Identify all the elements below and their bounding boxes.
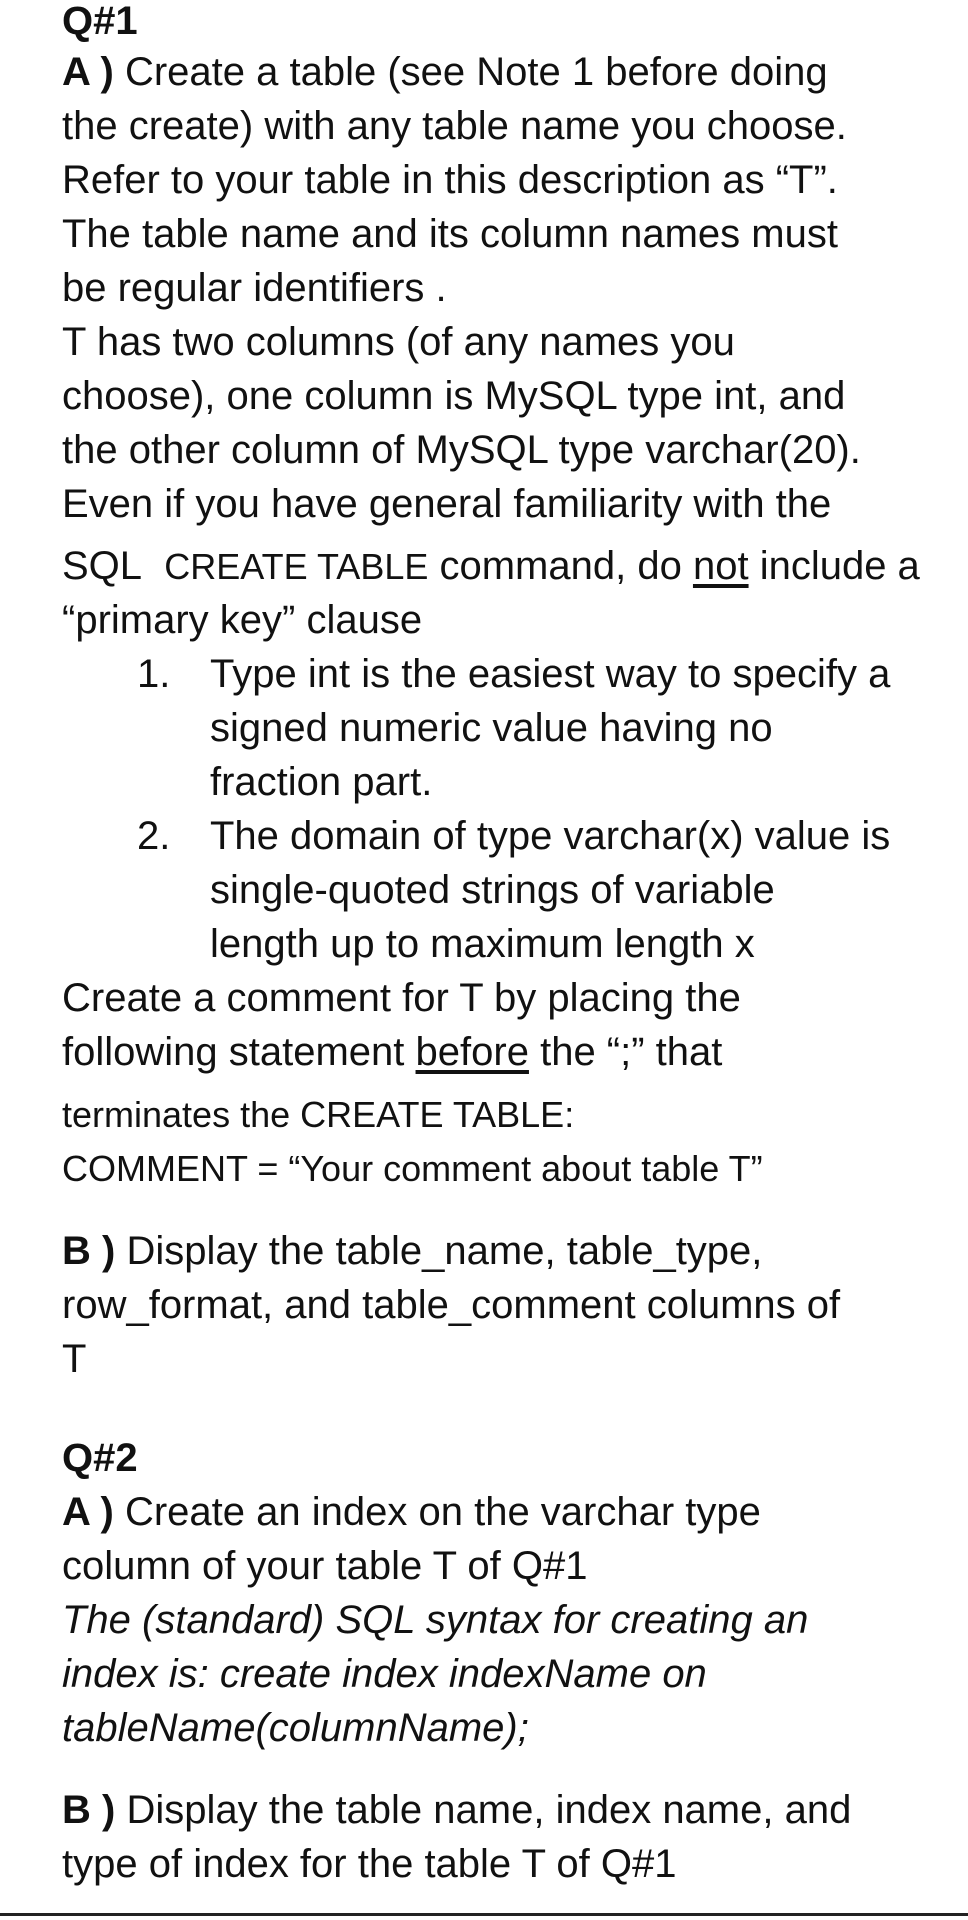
q2-a-line-1 bbox=[62, 1485, 761, 1539]
comment-line-2 bbox=[62, 1025, 722, 1079]
q1-b-line-3: T bbox=[62, 1337, 87, 1381]
comment-line-2-post: the “;” that bbox=[540, 1030, 723, 1074]
q1-b-line-1 bbox=[62, 1224, 762, 1278]
comment-line-3: terminates the CREATE TABLE: bbox=[62, 1094, 575, 1135]
before-word: before bbox=[415, 1030, 529, 1074]
note-1-line-2: signed numeric value having no bbox=[210, 706, 773, 750]
command-word: command, do bbox=[439, 544, 682, 588]
q1-b-line-2: row_format, and table_comment columns of bbox=[62, 1283, 841, 1327]
q2-b-line-2: type of index for the table T of Q#1 bbox=[62, 1842, 677, 1886]
q2-b-line-1 bbox=[62, 1783, 851, 1837]
q2-b-text-1: Display the table name, index name, and bbox=[126, 1788, 852, 1832]
q1-a-line-8: the other column of MySQL type varchar(20). bbox=[62, 428, 861, 472]
comment-line-4: COMMENT = “Your comment about table T” bbox=[62, 1148, 763, 1189]
note-1-number: 1. bbox=[137, 652, 171, 696]
comment-line-1: Create a comment for T by placing the bbox=[62, 976, 741, 1020]
note-1-line-3: fraction part. bbox=[210, 760, 433, 804]
q1-a-line-1 bbox=[62, 45, 828, 99]
q2-a-line-2: column of your table T of Q#1 bbox=[62, 1544, 588, 1588]
note-2-line-2: single-quoted strings of variable bbox=[210, 868, 775, 912]
q2-heading: Q#2 bbox=[62, 1436, 138, 1480]
create-table-word: CREATE TABLE bbox=[164, 546, 429, 587]
q2-a-label: A ) bbox=[62, 1490, 114, 1534]
q1-a-label: A ) bbox=[62, 50, 114, 94]
q1-a-line-5: be regular identifiers . bbox=[62, 266, 447, 310]
q1-a-line-3: Refer to your table in this description as “T”. bbox=[62, 158, 838, 202]
note-2-line-3: length up to maximum length x bbox=[210, 922, 755, 966]
not-word: not bbox=[692, 544, 749, 588]
q1-heading: Q#1 bbox=[62, 0, 138, 43]
q1-a-sql-line bbox=[62, 539, 920, 594]
q2-a-syntax-line-1: The (standard) SQL syntax for creating an bbox=[62, 1598, 809, 1642]
note-2-number: 2. bbox=[137, 814, 171, 858]
note-2-line-1: The domain of type varchar(x) value is bbox=[210, 814, 891, 858]
note-1-line-1: Type int is the easiest way to specify a bbox=[210, 652, 891, 696]
q2-a-syntax-line-3: tableName(columnName); bbox=[62, 1706, 529, 1750]
q1-a-line-6: T has two columns (of any names you bbox=[62, 320, 735, 364]
sql-word: SQL bbox=[62, 544, 143, 588]
q1-a-line-7: choose), one column is MySQL type int, and bbox=[62, 374, 846, 418]
q1-a-line-2: the create) with any table name you choose. bbox=[62, 104, 847, 148]
bottom-divider bbox=[0, 1913, 968, 1916]
include-word: include a bbox=[759, 544, 920, 588]
q2-b-label: B ) bbox=[62, 1788, 116, 1832]
q1-a-line-4: The table name and its column names must bbox=[62, 212, 838, 256]
q2-a-text-1: Create an index on the varchar type bbox=[124, 1490, 761, 1534]
q1-a-line-9: Even if you have general familiarity with the bbox=[62, 482, 832, 526]
q1-a-primary-key-line: “primary key” clause bbox=[62, 598, 423, 642]
q1-b-label: B ) bbox=[62, 1229, 116, 1273]
q1-b-text-1: Display the table_name, table_type, bbox=[126, 1229, 763, 1273]
q1-a-text-1: Create a table (see Note 1 before doing bbox=[124, 50, 828, 94]
comment-line-2-pre: following statement bbox=[62, 1030, 405, 1074]
q2-a-syntax-line-2: index is: create index indexName on bbox=[62, 1652, 707, 1696]
